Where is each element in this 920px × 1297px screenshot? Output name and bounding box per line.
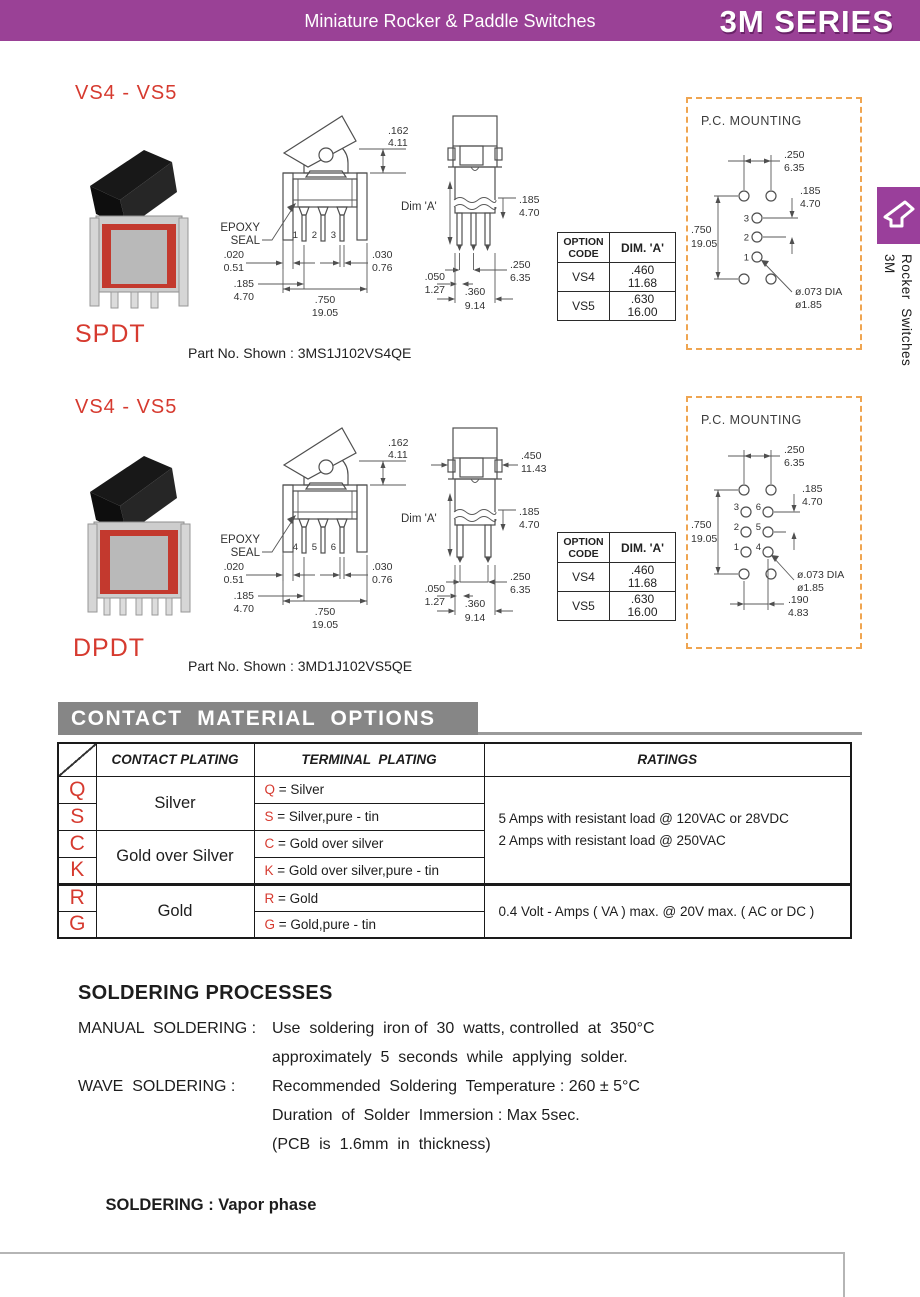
switch-housing — [293, 179, 357, 207]
pin-label: 2 — [311, 230, 317, 241]
epoxy-label: SEAL — [230, 235, 260, 247]
dim-162-mm: 4.11 — [388, 137, 408, 149]
series-title: 3M SERIES — [719, 4, 894, 39]
bar-extension-line — [478, 732, 862, 735]
option-code-table-dpdt: OPTION CODE DIM. 'A' VS4 .460 11.68 VS5 .630 16.00 — [557, 532, 676, 621]
dim-020-mm: 0.51 — [223, 262, 244, 274]
pin-label: 4 — [292, 542, 298, 553]
pc-dia-mm: ø1.85 — [797, 582, 824, 594]
pin — [111, 292, 118, 308]
pc-mounting-title: P.C. MOUNTING — [701, 413, 802, 427]
code-letter: C — [58, 830, 96, 857]
dim-050-in: .050 — [424, 271, 445, 283]
code-letter: R — [58, 884, 96, 911]
pin — [136, 598, 142, 615]
dim-250-mm: 6.35 — [510, 272, 531, 284]
option-row-code: VS4 — [558, 263, 610, 292]
table-header-row — [58, 743, 851, 776]
table-row — [58, 776, 851, 803]
pad-2 — [741, 527, 751, 537]
dim-185-in: .185 — [233, 590, 254, 602]
pad-label: 3 — [743, 213, 749, 225]
code-letter: G — [58, 911, 96, 938]
code-letter: Q — [58, 776, 96, 803]
soldering-section — [78, 982, 728, 1252]
pin-6 — [340, 527, 344, 553]
pin-label: 5 — [311, 542, 317, 553]
epoxy-label: EPOXY — [220, 534, 260, 546]
pin-3 — [340, 215, 344, 241]
pad-label: 1 — [733, 542, 739, 553]
table-row — [58, 884, 851, 911]
option-row-code: VS5 — [558, 292, 610, 321]
dim-185-in: .185 — [519, 506, 540, 518]
dim-162-mm: 4.11 — [388, 449, 408, 461]
pad-6 — [763, 507, 773, 517]
pin — [131, 292, 138, 308]
pin — [120, 598, 126, 615]
pad — [739, 274, 749, 284]
dim-360-in: .360 — [464, 598, 486, 610]
terminal-plating-cell: C = Gold over silver — [254, 830, 484, 857]
terminal-plating-cell: Q = Silver — [254, 776, 484, 803]
option-row-code: VS4 — [558, 563, 610, 592]
pin-1 — [302, 215, 306, 241]
dim-750-mm: 19.05 — [311, 307, 339, 319]
pad-label: 2 — [743, 232, 749, 244]
dim-185-in: .185 — [519, 194, 540, 206]
dim-185-mm: 4.70 — [519, 519, 540, 531]
dim-020-in: .020 — [223, 561, 244, 573]
epoxy-label: SEAL — [230, 547, 260, 559]
dim-020-mm: 0.51 — [223, 574, 244, 586]
soldering-line: (PCB is 1.6mm in thickness) — [272, 1136, 491, 1153]
terminal-plating-header: TERMINAL PLATING — [254, 743, 484, 776]
pad-2 — [752, 232, 762, 242]
footer-frame — [0, 1252, 845, 1297]
option-code-table-spdt: OPTION CODE DIM. 'A' VS4 .460 11.68 VS5 .630 16.00 — [557, 232, 676, 321]
pad-1 — [741, 547, 751, 557]
dim-185-mm: 4.70 — [233, 291, 254, 303]
dim-162-in: .162 — [388, 437, 409, 449]
dim-750-mm: 19.05 — [311, 619, 339, 631]
dim-050-mm: 1.27 — [424, 284, 445, 296]
pad-label: 1 — [743, 252, 749, 264]
pad-label: 6 — [755, 502, 761, 513]
soldering-title: SOLDERING PROCESSES — [78, 982, 333, 1004]
pin — [104, 598, 110, 615]
dim-050-mm: 1.27 — [424, 596, 445, 608]
pin — [152, 598, 158, 615]
pc-mounting-title: P.C. MOUNTING — [701, 114, 802, 128]
series-tab — [877, 187, 920, 244]
pc-dia-mm: ø1.85 — [795, 299, 822, 311]
dim-750-in: .750 — [314, 294, 336, 306]
rocker-side — [453, 116, 497, 146]
rocker-switch-icon — [877, 187, 920, 244]
pc-dim-750-mm: 19.05 — [691, 533, 718, 545]
dim-185-mm: 4.70 — [233, 603, 254, 615]
dim-a-header: DIM. 'A' — [610, 533, 676, 563]
option-code-header: OPTION — [563, 235, 604, 248]
pin-2 — [321, 215, 325, 241]
pc-dia-label: ø.073 DIA — [797, 569, 845, 581]
terminal-plating-cell: R = Gold — [254, 884, 484, 911]
pc-mounting-box-spdt — [686, 97, 862, 350]
pad-3 — [752, 213, 762, 223]
contact-plating-cell: Silver — [96, 776, 254, 830]
pc-dim-185-in: .185 — [802, 483, 823, 495]
dim-a-label: Dim 'A' — [401, 201, 437, 213]
ratings-cell: 0.4 Volt - Amps ( VA ) max. @ 20V max. ( AC or DC ) — [484, 884, 851, 938]
pad — [739, 569, 749, 579]
pc-dim-250-in: .250 — [784, 444, 805, 456]
contact-material-options-title: CONTACT MATERIAL OPTIONS — [71, 707, 436, 730]
pc-dim-250-in: .250 — [784, 149, 805, 161]
dim-050-in: .050 — [424, 583, 445, 595]
pin-label: 3 — [330, 230, 336, 241]
pad-3 — [741, 507, 751, 517]
pc-dim-750-in: .750 — [691, 519, 712, 531]
part-no-dpdt: Part No. Shown : 3MD1J102VS5QE — [188, 658, 413, 674]
pad — [766, 191, 776, 201]
dim-a-header: DIM. 'A' — [610, 233, 676, 263]
pad — [766, 485, 776, 495]
page-subtitle: Miniature Rocker & Paddle Switches — [304, 11, 596, 31]
contact-material-options-bar — [58, 702, 478, 735]
dim-250-in: .250 — [510, 571, 531, 583]
soldering-line: Duration of Solder Immersion : Max 5sec. — [272, 1107, 580, 1124]
pc-dim-250-mm: 6.35 — [784, 162, 805, 174]
soldering-line: WAVE SOLDERING : Recommended Soldering Temperature : 260 ± 5°C — [78, 1072, 728, 1101]
pad — [766, 569, 776, 579]
dim-360-mm: 9.14 — [464, 612, 486, 624]
pad-1 — [752, 252, 762, 262]
pc-dim-250-mm: 6.35 — [784, 457, 805, 469]
dim-185-in: .185 — [233, 278, 254, 290]
pin-5 — [321, 527, 325, 553]
pad-label: 3 — [733, 502, 739, 513]
pad — [766, 274, 776, 284]
soldering-line: MANUAL SOLDERING : Use soldering iron of 30 watts, controlled at 350°C — [78, 1014, 728, 1043]
pc-dim-185-mm: 4.70 — [800, 198, 821, 210]
section2-title: VS4 - VS5 — [75, 396, 178, 418]
part-no-spdt: Part No. Shown : 3MS1J102VS4QE — [188, 345, 412, 361]
pin — [166, 598, 172, 615]
dim-360-mm: 9.14 — [464, 300, 486, 312]
dim-360-in: .360 — [464, 286, 486, 298]
dim-250-in: .250 — [510, 259, 531, 271]
contact-plating-header: CONTACT PLATING — [96, 743, 254, 776]
type-label-dpdt: DPDT — [73, 634, 146, 662]
switch-photo-spdt — [80, 142, 192, 310]
pad-5 — [763, 527, 773, 537]
contact-material-table — [57, 742, 852, 939]
pc-dim-750-mm: 19.05 — [691, 238, 718, 250]
pin — [151, 292, 158, 308]
soldering-vapor-line: SOLDERING : Vapor phase — [105, 1196, 317, 1214]
pad-label: 5 — [755, 522, 761, 533]
pc-dim-185-mm: 4.70 — [802, 496, 823, 508]
side-view-drawing-dpdt — [393, 415, 558, 655]
pad-label: 4 — [755, 542, 761, 553]
dim-030-in: .030 — [372, 561, 393, 573]
dim-185-mm: 4.70 — [519, 207, 540, 219]
pc-dim-185-in: .185 — [800, 185, 821, 197]
code-letter: S — [58, 803, 96, 830]
pad — [739, 191, 749, 201]
terminal-plating-cell: K = Gold over silver,pure - tin — [254, 857, 484, 884]
dim-030-in: .030 — [372, 249, 393, 261]
terminal-plating-cell: S = Silver,pure - tin — [254, 803, 484, 830]
pin-4 — [302, 527, 306, 553]
wave-soldering-label: WAVE SOLDERING : — [78, 1078, 236, 1095]
series-tab-label: 3M Rocker Switches — [882, 254, 914, 367]
pc-dia-label: ø.073 DIA — [795, 286, 843, 298]
dim-030-mm: 0.76 — [372, 574, 393, 586]
section1-title: VS4 - VS5 — [75, 82, 178, 104]
dim-a-label: Dim 'A' — [401, 513, 437, 525]
option-row-code: VS5 — [558, 592, 610, 621]
pc-mounting-drawing-spdt — [688, 99, 860, 348]
corner-cell — [58, 743, 96, 776]
pad-label: 2 — [733, 522, 739, 533]
switch-photo-dpdt — [80, 448, 192, 618]
type-label-spdt: SPDT — [75, 320, 146, 348]
option-code-header: OPTION — [563, 535, 604, 548]
rocker-side — [453, 428, 497, 458]
front-view-drawing-spdt — [220, 103, 420, 338]
pad — [739, 485, 749, 495]
dim-250-mm: 6.35 — [510, 584, 531, 596]
header-bar — [0, 0, 920, 41]
pc-mounting-drawing-dpdt — [688, 398, 860, 647]
side-view-drawing-spdt — [393, 103, 558, 343]
dim-020-in: .020 — [223, 249, 244, 261]
switch-housing — [293, 491, 357, 519]
ratings-cell: 5 Amps with resistant load @ 120VAC or 28VDC 2 Amps with resistant load @ 250VAC — [484, 776, 851, 884]
dim-750-in: .750 — [314, 606, 336, 618]
manual-soldering-label: MANUAL SOLDERING : — [78, 1020, 257, 1037]
contact-plating-cell: Gold over Silver — [96, 830, 254, 884]
front-view-drawing-dpdt — [220, 415, 420, 650]
soldering-line: approximately 5 seconds while applying solder. — [272, 1049, 628, 1066]
dim-030-mm: 0.76 — [372, 262, 393, 274]
dim-162-in: .162 — [388, 125, 409, 137]
terminal-plating-cell: G = Gold,pure - tin — [254, 911, 484, 938]
code-letter: K — [58, 857, 96, 884]
dim-450-in: .450 — [521, 450, 542, 462]
dim-450-mm: 11.43 — [521, 463, 547, 475]
contact-plating-cell: Gold — [96, 884, 254, 938]
pc-dim-190-mm: 4.83 — [788, 607, 809, 619]
pin-label: 6 — [330, 542, 336, 553]
pc-dim-750-in: .750 — [691, 224, 712, 236]
pc-dim-190-in: .190 — [788, 594, 809, 606]
ratings-header: RATINGS — [484, 743, 851, 776]
pc-mounting-box-dpdt — [686, 396, 862, 649]
epoxy-label: EPOXY — [220, 222, 260, 234]
pin-label: 1 — [292, 230, 298, 241]
